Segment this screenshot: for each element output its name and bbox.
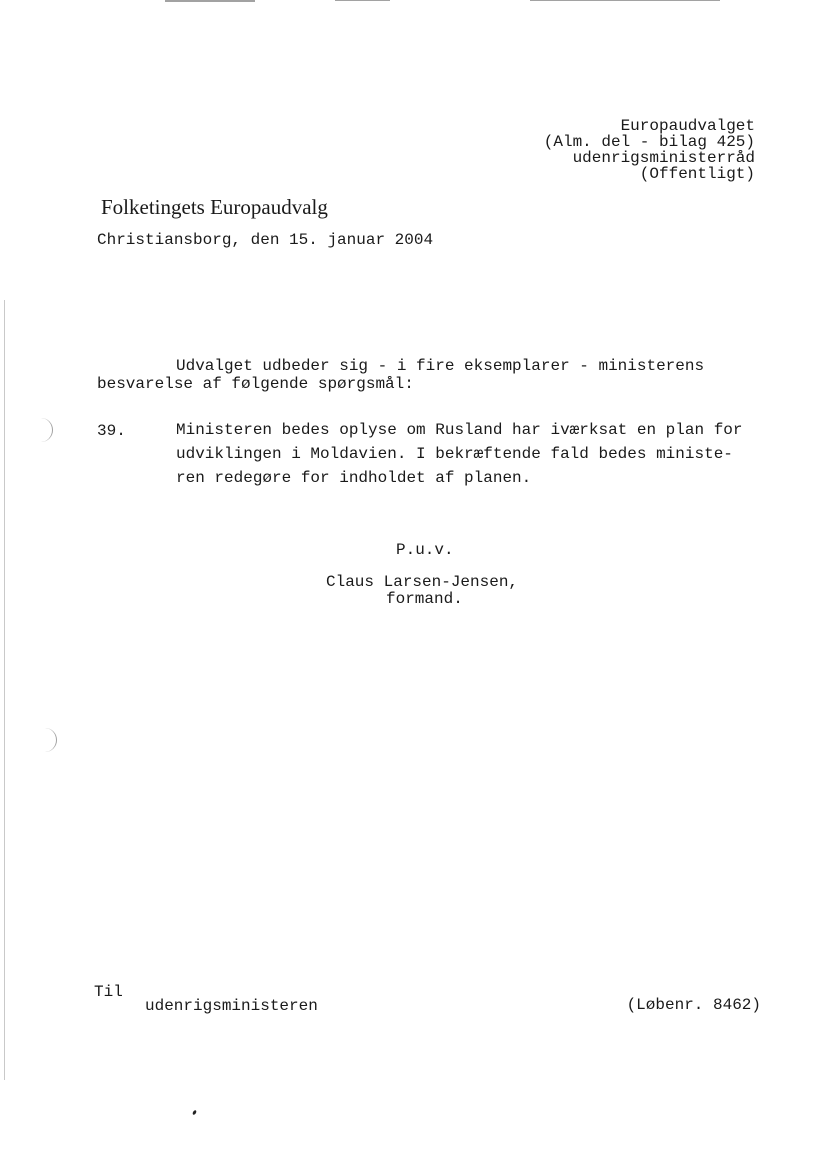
punch-mark-bottom — [42, 728, 57, 752]
footer-to-label: Til — [94, 983, 123, 1001]
question-line1: Ministeren bedes oplyse om Rusland har iværksat en plan for — [176, 421, 743, 439]
intro-line1: Udvalget udbeder sig - i fire eksemplarer - ministerens — [176, 357, 705, 375]
footer-serial: (Løbenr. 8462) — [626, 996, 761, 1014]
header-ref-line1: Europaudvalget — [620, 117, 755, 135]
scan-line-top-right — [530, 0, 720, 1]
left-edge-line — [4, 300, 5, 1080]
scan-line-top-mid — [335, 0, 390, 1]
header-ref-line2: (Alm. del - bilag 425) — [543, 133, 755, 151]
header-ref-line3: udenrigsministerråd — [572, 149, 755, 167]
signature-puv: P.u.v. — [396, 541, 454, 559]
signature-name: Claus Larsen-Jensen, — [326, 573, 519, 591]
footer-recipient: udenrigsministeren — [145, 997, 318, 1015]
intro-line2: besvarelse af følgende spørgsmål: — [97, 375, 414, 393]
question-line3: ren redegøre for indholdet af planen. — [176, 469, 532, 487]
committee-name: Folketingets Europaudvalg — [101, 195, 328, 219]
question-number: 39. — [97, 422, 126, 440]
signature-title: formand. — [386, 590, 463, 608]
header-ref-line4: (Offentligt) — [639, 165, 755, 183]
place-date: Christiansborg, den 15. januar 2004 — [97, 231, 434, 249]
speck-mark — [192, 1110, 197, 1116]
punch-mark-top — [38, 418, 53, 442]
question-line2: udviklingen i Moldavien. I bekræftende fald bedes ministe- — [176, 445, 733, 463]
scan-line-top-left — [165, 0, 255, 2]
